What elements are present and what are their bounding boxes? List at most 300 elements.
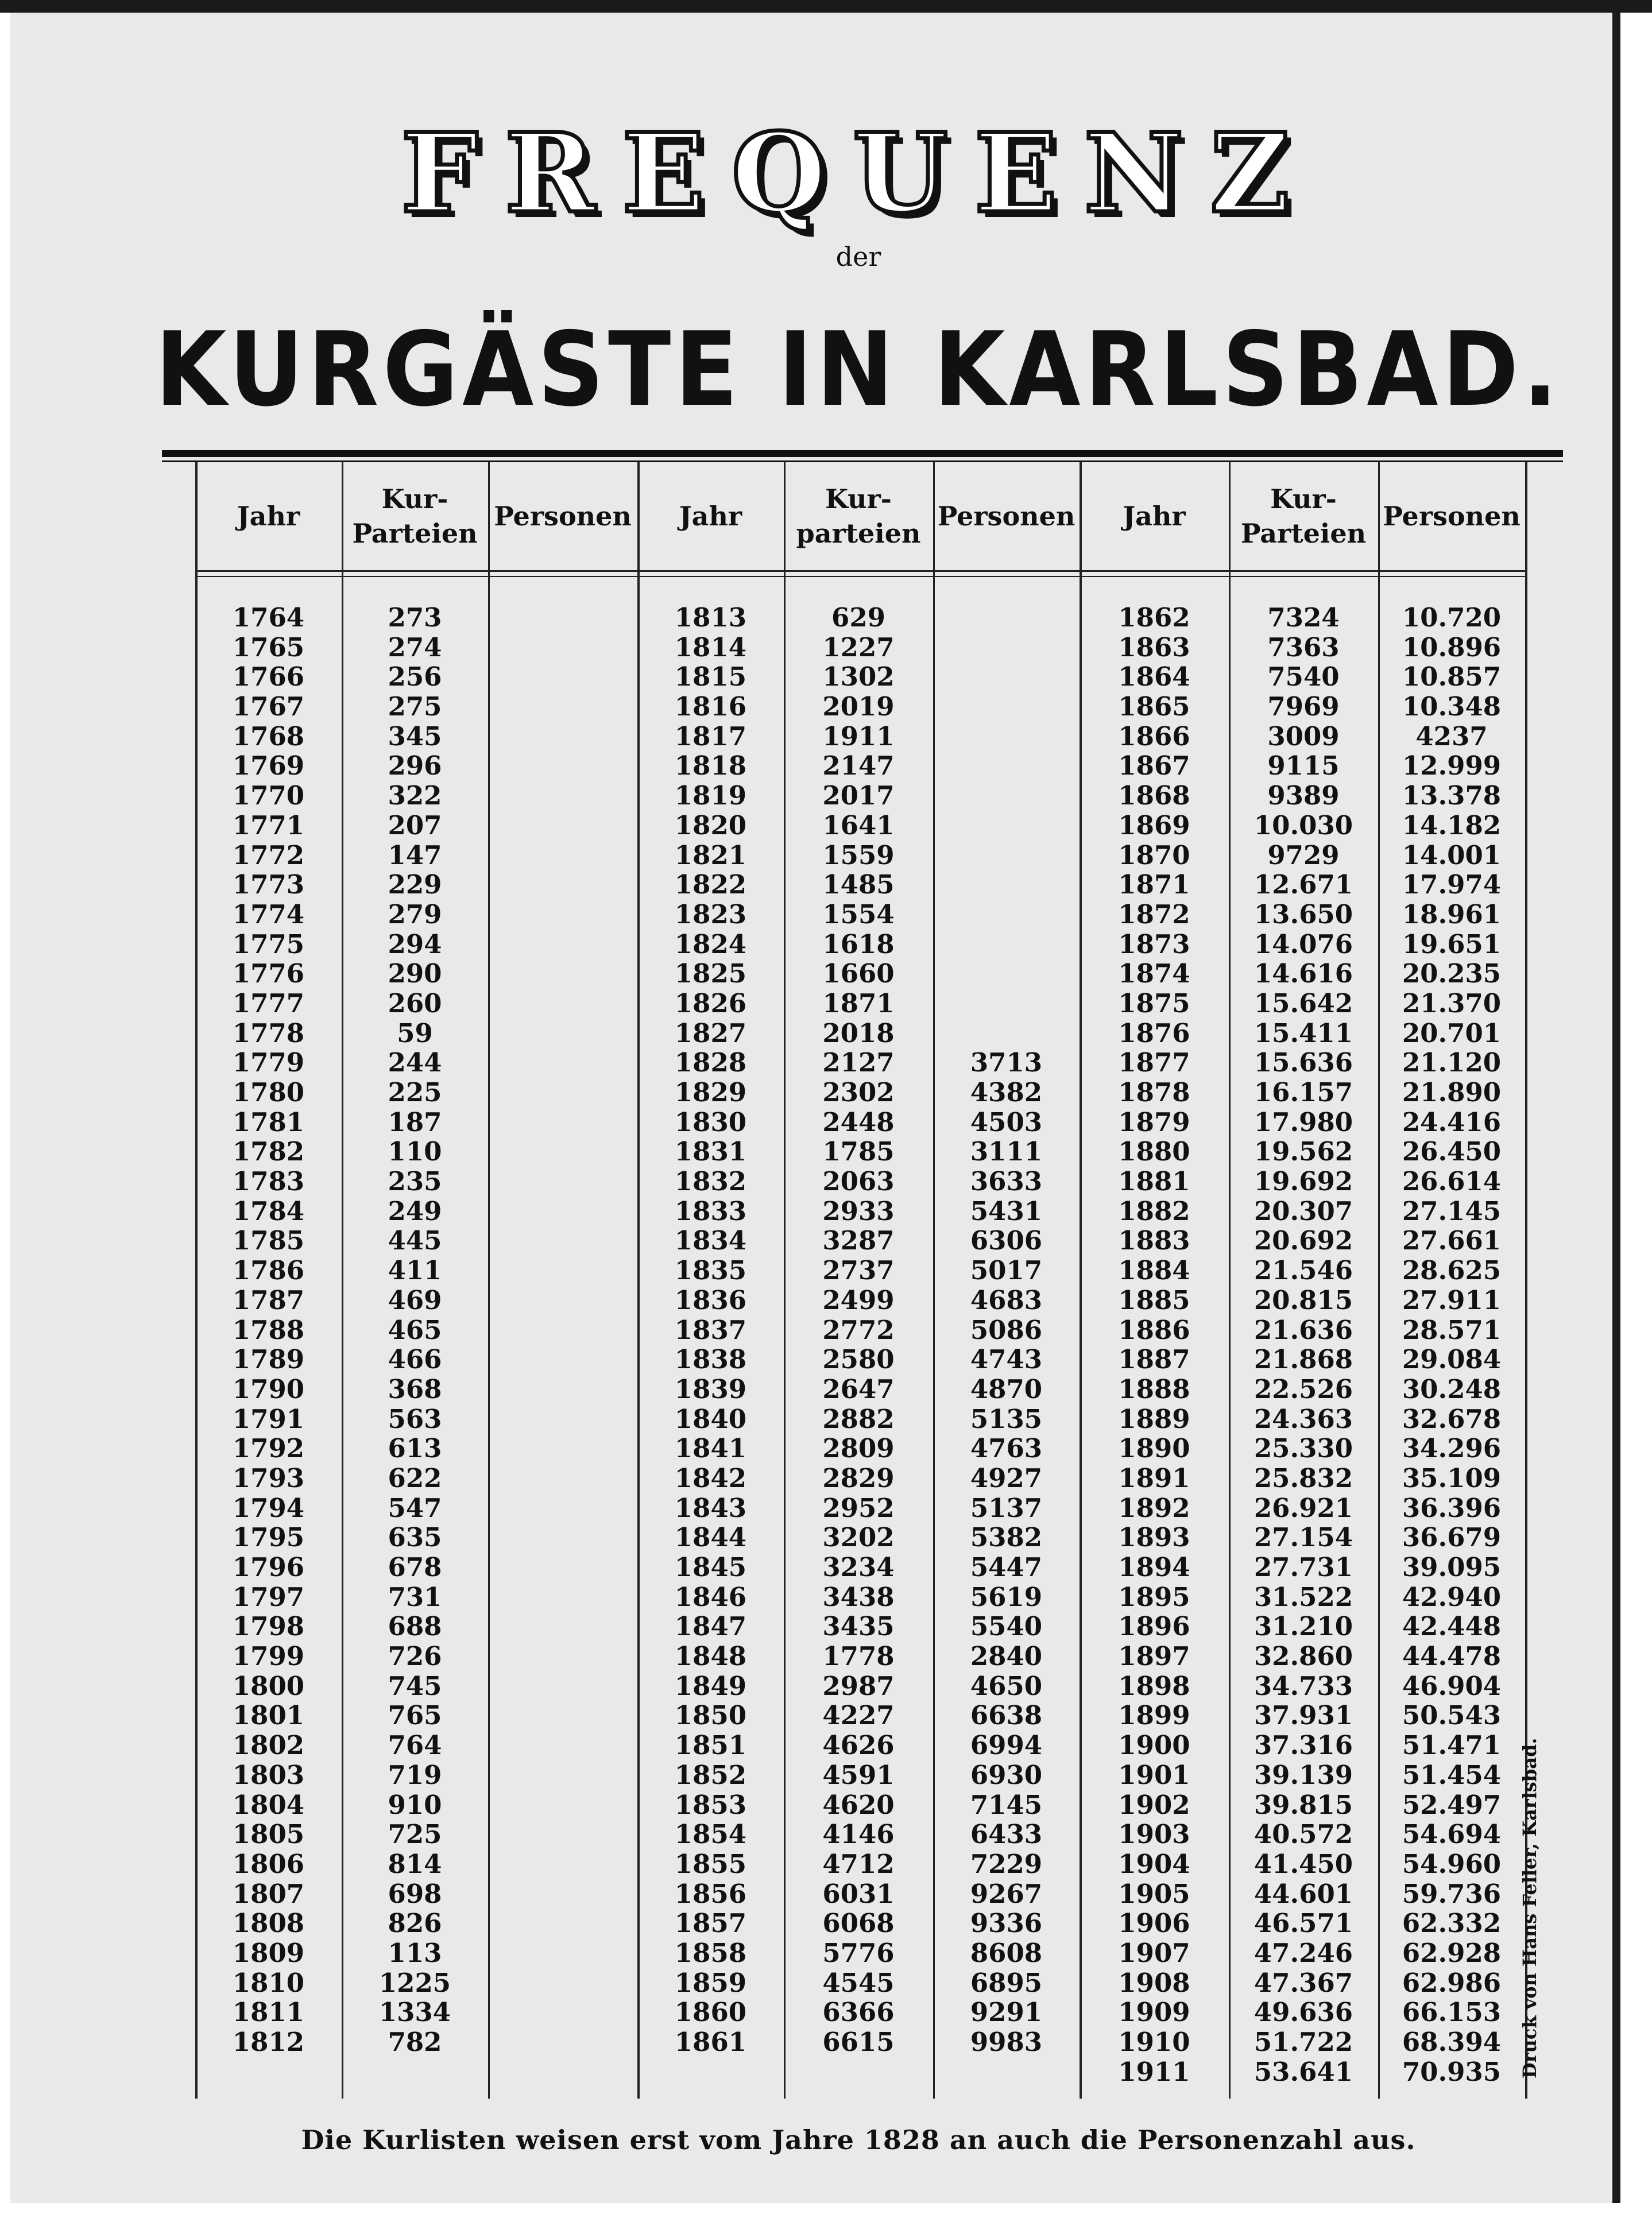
table-cell-personen: 4743 [970, 1344, 1043, 1375]
column-jahr-3 [1080, 603, 1229, 2087]
table-cell-personen: 9983 [970, 2027, 1043, 2057]
table-cell-jahr: 1793 [232, 1462, 305, 1493]
table-cell-jahr: 1843 [674, 1492, 747, 1523]
table-cell-personen: 30.248 [1402, 1373, 1502, 1404]
table-cell-kur: 207 [388, 810, 442, 841]
table-cell-personen: 42.940 [1402, 1581, 1502, 1612]
table-cell-jahr: 1818 [674, 750, 747, 781]
table-cell-personen: 20.235 [1402, 958, 1502, 989]
table-cell-kur: 32.860 [1253, 1641, 1353, 1672]
table-cell-kur: 19.562 [1253, 1136, 1353, 1167]
table-cell-kur: 20.815 [1253, 1284, 1353, 1315]
table-header [195, 462, 1527, 570]
table-cell-personen [933, 781, 1080, 811]
table-cell-jahr: 1854 [674, 1819, 747, 1850]
table-cell-kur: 678 [388, 1552, 442, 1582]
table-cell-jahr: 1828 [674, 1047, 747, 1078]
table-cell-jahr: 1794 [232, 1492, 305, 1523]
table-cell-personen: 20.701 [1402, 1017, 1502, 1048]
table-cell-jahr: 1799 [232, 1641, 305, 1672]
header-kur-1: Kur- Parteien [352, 483, 478, 549]
table-cell-jahr: 1795 [232, 1522, 305, 1553]
table-cell-kur: 110 [388, 1136, 442, 1167]
table-cell-kur: 12.671 [1253, 869, 1353, 900]
table-cell-personen: 32.678 [1402, 1403, 1502, 1434]
table-cell-kur: 726 [388, 1641, 442, 1672]
table-cell-jahr: 1784 [232, 1195, 305, 1226]
table-cell-jahr: 1850 [674, 1700, 747, 1731]
table-cell-personen: 27.145 [1402, 1195, 1502, 1226]
table-cell-kur: 15.636 [1253, 1047, 1353, 1078]
table-cell-kur: 6031 [822, 1878, 895, 1909]
table-cell-jahr: 1803 [232, 1759, 305, 1790]
table-cell-personen: 70.935 [1402, 2056, 1502, 2087]
table-cell-jahr: 1876 [1118, 1017, 1190, 1048]
table-cell-kur: 1334 [378, 1997, 451, 2028]
table-cell-jahr: 1781 [232, 1106, 305, 1137]
table-cell-personen: 8608 [970, 1937, 1043, 1968]
table-cell-jahr: 1778 [232, 1017, 305, 1048]
table-cell-jahr: 1848 [674, 1641, 747, 1672]
table-cell-jahr: 1798 [232, 1611, 305, 1642]
table-cell-personen: 21.370 [1402, 988, 1502, 1019]
table-cell-personen: 3633 [970, 1166, 1043, 1197]
table-cell-kur: 2952 [822, 1492, 895, 1523]
table-cell-personen: 59.736 [1402, 1878, 1502, 1909]
table-cell-jahr: 1863 [1118, 632, 1190, 663]
table-cell-kur: 2829 [822, 1462, 895, 1493]
table-cell-jahr: 1782 [232, 1136, 305, 1167]
table-cell-kur: 345 [388, 721, 442, 752]
table-cell-kur: 235 [388, 1166, 442, 1197]
table-cell-personen: 28.625 [1402, 1255, 1502, 1286]
table-cell-jahr: 1907 [1118, 1937, 1190, 1968]
table-cell-kur: 249 [388, 1195, 442, 1226]
table-cell-kur: 7540 [1267, 661, 1340, 692]
table-cell-jahr: 1833 [674, 1195, 747, 1226]
table-cell-personen: 68.394 [1402, 2027, 1502, 2057]
header-personen-1: Personen [494, 501, 632, 532]
table-cell-jahr: 1887 [1118, 1344, 1190, 1375]
table-cell-jahr: 1780 [232, 1077, 305, 1108]
table-cell-jahr: 1826 [674, 988, 747, 1019]
table-cell-kur: 1302 [822, 661, 895, 692]
table-cell-kur: 3009 [1267, 721, 1340, 752]
header-rule [195, 570, 1527, 572]
table-cell-personen [933, 989, 1080, 1019]
table-cell-kur: 187 [388, 1106, 442, 1137]
table-cell-kur: 3438 [822, 1581, 895, 1612]
footnote: Die Kurlisten weisen erst vom Jahre 1828 an auch die Personenzahl aus. [301, 2124, 1416, 2155]
table-cell-personen: 4683 [970, 1284, 1043, 1315]
table-cell-jahr: 1790 [232, 1373, 305, 1404]
table-cell-kur: 6615 [822, 2027, 895, 2057]
table-cell-jahr: 1827 [674, 1017, 747, 1048]
table-cell-kur: 1485 [822, 869, 895, 900]
table-cell-jahr: 1800 [232, 1670, 305, 1701]
header-rule-thin [195, 576, 1527, 577]
table-cell-jahr: 1764 [232, 602, 305, 633]
table-cell-kur: 4620 [822, 1789, 895, 1820]
table-cell-kur: 2018 [822, 1017, 895, 1048]
table-cell-personen: 51.454 [1402, 1759, 1502, 1790]
table-cell-jahr: 1802 [232, 1730, 305, 1761]
table-cell-kur: 10.030 [1253, 810, 1353, 841]
table-cell-personen: 26.450 [1402, 1136, 1502, 1167]
table-cell-kur: 15.642 [1253, 988, 1353, 1019]
table-cell-personen: 12.999 [1402, 750, 1502, 781]
table-cell-jahr: 1904 [1118, 1848, 1190, 1879]
table-cell-kur: 635 [388, 1522, 442, 1553]
table-cell-jahr: 1846 [674, 1581, 747, 1612]
table-cell-jahr: 1845 [674, 1552, 747, 1582]
table-cell-jahr: 1888 [1118, 1373, 1190, 1404]
table-cell-kur: 2580 [822, 1344, 895, 1375]
table-cell-personen: 29.084 [1402, 1344, 1502, 1375]
table-cell-personen: 5431 [970, 1195, 1043, 1226]
table-cell-personen: 4763 [970, 1433, 1043, 1464]
table-cell-personen: 6930 [970, 1759, 1043, 1790]
table-cell-jahr: 1823 [674, 899, 747, 930]
table-cell-kur: 4227 [822, 1700, 895, 1731]
table-cell-personen: 34.296 [1402, 1433, 1502, 1464]
table-cell-kur: 147 [388, 839, 442, 870]
table-cell-kur: 34.733 [1253, 1670, 1353, 1701]
table-cell-jahr: 1809 [232, 1937, 305, 1968]
table-cell-personen: 9291 [970, 1997, 1043, 2028]
table-cell-personen: 5619 [970, 1581, 1043, 1612]
table-cell-jahr: 1811 [232, 1997, 305, 2028]
table-cell-jahr: 1857 [674, 1908, 747, 1939]
table-cell-kur: 368 [388, 1373, 442, 1404]
table-cell-kur: 2987 [822, 1670, 895, 1701]
table-cell-jahr: 1861 [674, 2027, 747, 2057]
table-cell-kur: 41.450 [1253, 1848, 1353, 1879]
table-cell-personen: 27.661 [1402, 1225, 1502, 1256]
table-cell-kur: 9115 [1267, 750, 1340, 781]
title-rule [162, 450, 1563, 457]
table-cell-personen: 5382 [970, 1522, 1043, 1553]
table-cell-jahr: 1903 [1118, 1819, 1190, 1850]
table-cell-jahr: 1870 [1118, 839, 1190, 870]
table-cell-personen: 27.911 [1402, 1284, 1502, 1315]
table-cell-jahr: 1834 [674, 1225, 747, 1256]
table-cell-kur: 7324 [1267, 602, 1340, 633]
table-cell-kur: 782 [388, 2027, 442, 2057]
table-cell-personen: 50.543 [1402, 1700, 1502, 1731]
table-cell-jahr: 1879 [1118, 1106, 1190, 1137]
table-cell-jahr: 1806 [232, 1848, 305, 1879]
table-cell-kur: 279 [388, 899, 442, 930]
table-cell-kur: 14.616 [1253, 958, 1353, 989]
table-cell-kur: 4146 [822, 1819, 895, 1850]
table-cell-kur: 14.076 [1253, 928, 1353, 959]
table-cell-personen: 10.896 [1402, 632, 1502, 663]
table-cell-jahr: 1786 [232, 1255, 305, 1286]
table-cell-personen: 3111 [970, 1136, 1043, 1167]
table-cell-jahr: 1807 [232, 1878, 305, 1909]
table-cell-kur: 296 [388, 750, 442, 781]
table-cell-kur: 9729 [1267, 839, 1340, 870]
table-cell-jahr: 1831 [674, 1136, 747, 1167]
table-cell-jahr: 1894 [1118, 1552, 1190, 1582]
table-cell-jahr: 1851 [674, 1730, 747, 1761]
table-cell-personen: 6306 [970, 1225, 1043, 1256]
table-cell-kur: 27.154 [1253, 1522, 1353, 1553]
table-cell-personen [933, 722, 1080, 752]
table-cell-kur: 2019 [822, 691, 895, 722]
table-cell-jahr: 1815 [674, 661, 747, 692]
table-cell-kur: 1785 [822, 1136, 895, 1167]
table-cell-jahr: 1890 [1118, 1433, 1190, 1464]
table-cell-personen [933, 751, 1080, 781]
table-cell-personen: 4927 [970, 1462, 1043, 1493]
table-cell-personen [933, 1019, 1080, 1048]
table-cell-kur: 256 [388, 661, 442, 692]
column-jahr-1 [195, 603, 342, 2057]
table-cell-jahr: 1817 [674, 721, 747, 752]
table-cell-jahr: 1773 [232, 869, 305, 900]
header-jahr-2: Jahr [679, 501, 742, 532]
table-cell-jahr: 1899 [1118, 1700, 1190, 1731]
table-cell-jahr: 1859 [674, 1967, 747, 1998]
table-cell-jahr: 1822 [674, 869, 747, 900]
table-cell-kur: 2063 [822, 1166, 895, 1197]
printer-note: Druck von Hans Feller, Karlsbad. [1519, 1737, 1541, 2078]
table-cell-kur: 814 [388, 1848, 442, 1879]
table-cell-kur: 1641 [822, 810, 895, 841]
table-cell-kur: 27.731 [1253, 1552, 1353, 1582]
table-cell-jahr: 1835 [674, 1255, 747, 1286]
table-cell-jahr: 1871 [1118, 869, 1190, 900]
table-cell-personen [933, 692, 1080, 722]
table-cell-kur: 1660 [822, 958, 895, 989]
table-cell-kur: 40.572 [1253, 1819, 1353, 1850]
table-cell-personen: 26.614 [1402, 1166, 1502, 1197]
table-cell-personen: 5017 [970, 1255, 1043, 1286]
table-cell-personen: 3713 [970, 1047, 1043, 1078]
table-cell-personen: 4650 [970, 1670, 1043, 1701]
table-cell-jahr: 1829 [674, 1077, 747, 1108]
table-cell-jahr: 1849 [674, 1670, 747, 1701]
table-cell-personen: 5086 [970, 1314, 1043, 1345]
table-cell-kur: 47.367 [1253, 1967, 1353, 1998]
column-kur-2 [784, 603, 933, 2057]
table-cell-kur: 39.139 [1253, 1759, 1353, 1790]
table-cell-personen [933, 603, 1080, 633]
table-cell-jahr: 1856 [674, 1878, 747, 1909]
table-cell-kur: 24.363 [1253, 1403, 1353, 1434]
table-cell-kur: 2737 [822, 1255, 895, 1286]
table-cell-jahr: 1889 [1118, 1403, 1190, 1434]
table-cell-jahr: 1783 [232, 1166, 305, 1197]
table-cell-personen: 4870 [970, 1373, 1043, 1404]
table-cell-kur: 229 [388, 869, 442, 900]
table-cell-kur: 274 [388, 632, 442, 663]
table-cell-personen: 21.890 [1402, 1077, 1502, 1108]
table-cell-kur: 46.571 [1253, 1908, 1353, 1939]
table-cell-jahr: 1853 [674, 1789, 747, 1820]
table-cell-kur: 5776 [822, 1937, 895, 1968]
table-cell-jahr: 1866 [1118, 721, 1190, 752]
table-cell-kur: 4591 [822, 1759, 895, 1790]
table-cell-jahr: 1864 [1118, 661, 1190, 692]
table-cell-kur: 698 [388, 1878, 442, 1909]
table-cell-kur: 225 [388, 1077, 442, 1108]
table-cell-jahr: 1895 [1118, 1581, 1190, 1612]
table-cell-jahr: 1772 [232, 839, 305, 870]
table-cell-jahr: 1768 [232, 721, 305, 752]
table-cell-jahr: 1908 [1118, 1967, 1190, 1998]
title-connector: der [835, 241, 881, 272]
table-cell-jahr: 1900 [1118, 1730, 1190, 1761]
table-cell-personen: 54.694 [1402, 1819, 1502, 1850]
header-personen-2: Personen [937, 501, 1075, 532]
table-cell-personen: 7229 [970, 1848, 1043, 1879]
table-cell-jahr: 1789 [232, 1344, 305, 1375]
table-cell-jahr: 1883 [1118, 1225, 1190, 1256]
table-cell-jahr: 1801 [232, 1700, 305, 1731]
table-cell-kur: 719 [388, 1759, 442, 1790]
table-cell-jahr: 1770 [232, 780, 305, 811]
table-cell-jahr: 1819 [674, 780, 747, 811]
table-cell-jahr: 1906 [1118, 1908, 1190, 1939]
table-cell-personen: 13.378 [1402, 780, 1502, 811]
table-cell-personen: 36.679 [1402, 1522, 1502, 1553]
table-cell-jahr: 1868 [1118, 780, 1190, 811]
table-cell-kur: 6366 [822, 1997, 895, 2028]
table-cell-jahr: 1877 [1118, 1047, 1190, 1078]
table-cell-jahr: 1785 [232, 1225, 305, 1256]
table-cell-personen: 10.720 [1402, 602, 1502, 633]
table-cell-kur: 3287 [822, 1225, 895, 1256]
table-cell-jahr: 1837 [674, 1314, 747, 1345]
table-cell-kur: 731 [388, 1581, 442, 1612]
table-cell-kur: 1227 [822, 632, 895, 663]
table-cell-jahr: 1836 [674, 1284, 747, 1315]
table-cell-kur: 1911 [822, 721, 895, 752]
table-cell-personen: 5447 [970, 1552, 1043, 1582]
table-cell-jahr: 1842 [674, 1462, 747, 1493]
table-cell-jahr: 1787 [232, 1284, 305, 1315]
table-cell-personen: 66.153 [1402, 1997, 1502, 2028]
table-cell-jahr: 1830 [674, 1106, 747, 1137]
table-cell-kur: 275 [388, 691, 442, 722]
header-kur-2: Kur- parteien [796, 483, 921, 549]
table-cell-kur: 31.210 [1253, 1611, 1353, 1642]
table-cell-personen [933, 811, 1080, 841]
table-cell-personen: 10.348 [1402, 691, 1502, 722]
table-cell-kur: 2448 [822, 1106, 895, 1137]
table-cell-kur: 4626 [822, 1730, 895, 1761]
table-cell-kur: 322 [388, 780, 442, 811]
table-cell-jahr: 1875 [1118, 988, 1190, 1019]
table-cell-kur: 2882 [822, 1403, 895, 1434]
table-cell-kur: 7363 [1267, 632, 1340, 663]
table-cell-kur: 13.650 [1253, 899, 1353, 930]
table-cell-personen: 4503 [970, 1106, 1043, 1137]
table-cell-kur: 1871 [822, 988, 895, 1019]
table-cell-personen [933, 841, 1080, 870]
table-cell-jahr: 1873 [1118, 928, 1190, 959]
table-cell-kur: 244 [388, 1047, 442, 1078]
table-cell-kur: 273 [388, 602, 442, 633]
table-cell-jahr: 1804 [232, 1789, 305, 1820]
table-cell-jahr: 1905 [1118, 1878, 1190, 1909]
table-cell-personen: 14.001 [1402, 839, 1502, 870]
table-cell-jahr: 1858 [674, 1937, 747, 1968]
table-cell-jahr: 1832 [674, 1166, 747, 1197]
table-cell-jahr: 1882 [1118, 1195, 1190, 1226]
table-cell-personen: 42.448 [1402, 1611, 1502, 1642]
table-cell-kur: 3202 [822, 1522, 895, 1553]
table-cell-jahr: 1839 [674, 1373, 747, 1404]
table-cell-personen: 51.471 [1402, 1730, 1502, 1761]
table-cell-jahr: 1878 [1118, 1077, 1190, 1108]
table-cell-kur: 688 [388, 1611, 442, 1642]
table-cell-jahr: 1820 [674, 810, 747, 841]
table-cell-kur: 4712 [822, 1848, 895, 1879]
table-cell-jahr: 1902 [1118, 1789, 1190, 1820]
table-cell-personen: 18.961 [1402, 899, 1502, 930]
table-cell-kur: 1554 [822, 899, 895, 930]
table-cell-personen: 9336 [970, 1908, 1043, 1939]
table-cell-jahr: 1841 [674, 1433, 747, 1464]
table-cell-kur: 2499 [822, 1284, 895, 1315]
table-cell-jahr: 1766 [232, 661, 305, 692]
table-cell-personen: 7145 [970, 1789, 1043, 1820]
table-cell-personen: 19.651 [1402, 928, 1502, 959]
page-subtitle: KURGÄSTE IN KARLSBAD. [155, 310, 1562, 429]
table-cell-jahr: 1808 [232, 1908, 305, 1939]
table-cell-jahr: 1897 [1118, 1641, 1190, 1672]
frequency-table [195, 462, 1527, 2099]
table-cell-personen: 36.396 [1402, 1492, 1502, 1523]
column-kur-3 [1229, 603, 1378, 2087]
table-cell-jahr: 1838 [674, 1344, 747, 1375]
table-cell-kur: 20.307 [1253, 1195, 1353, 1226]
table-cell-jahr: 1824 [674, 928, 747, 959]
table-cell-jahr: 1797 [232, 1581, 305, 1612]
table-cell-jahr: 1855 [674, 1848, 747, 1879]
table-cell-jahr: 1884 [1118, 1255, 1190, 1286]
table-cell-jahr: 1862 [1118, 602, 1190, 633]
table-cell-kur: 113 [388, 1937, 442, 1968]
table-cell-jahr: 1788 [232, 1314, 305, 1345]
table-cell-personen: 5137 [970, 1492, 1043, 1523]
table-cell-personen: 62.928 [1402, 1937, 1502, 1968]
table-cell-kur: 294 [388, 928, 442, 959]
table-cell-jahr: 1872 [1118, 899, 1190, 930]
table-cell-jahr: 1865 [1118, 691, 1190, 722]
table-cell-jahr: 1911 [1118, 2056, 1190, 2087]
scan-border [0, 0, 1652, 13]
table-cell-personen: 5540 [970, 1611, 1043, 1642]
table-cell-kur: 37.316 [1253, 1730, 1353, 1761]
table-cell-jahr: 1852 [674, 1759, 747, 1790]
table-cell-personen: 14.182 [1402, 810, 1502, 841]
table-cell-personen [933, 930, 1080, 959]
table-cell-jahr: 1805 [232, 1819, 305, 1850]
table-cell-jahr: 1893 [1118, 1522, 1190, 1553]
column-jahr-2 [637, 603, 784, 2057]
table-cell-kur: 2809 [822, 1433, 895, 1464]
table-cell-personen [933, 662, 1080, 692]
table-cell-kur: 2933 [822, 1195, 895, 1226]
table-cell-jahr: 1813 [674, 602, 747, 633]
table-cell-kur: 21.868 [1253, 1344, 1353, 1375]
table-cell-personen: 35.109 [1402, 1462, 1502, 1493]
